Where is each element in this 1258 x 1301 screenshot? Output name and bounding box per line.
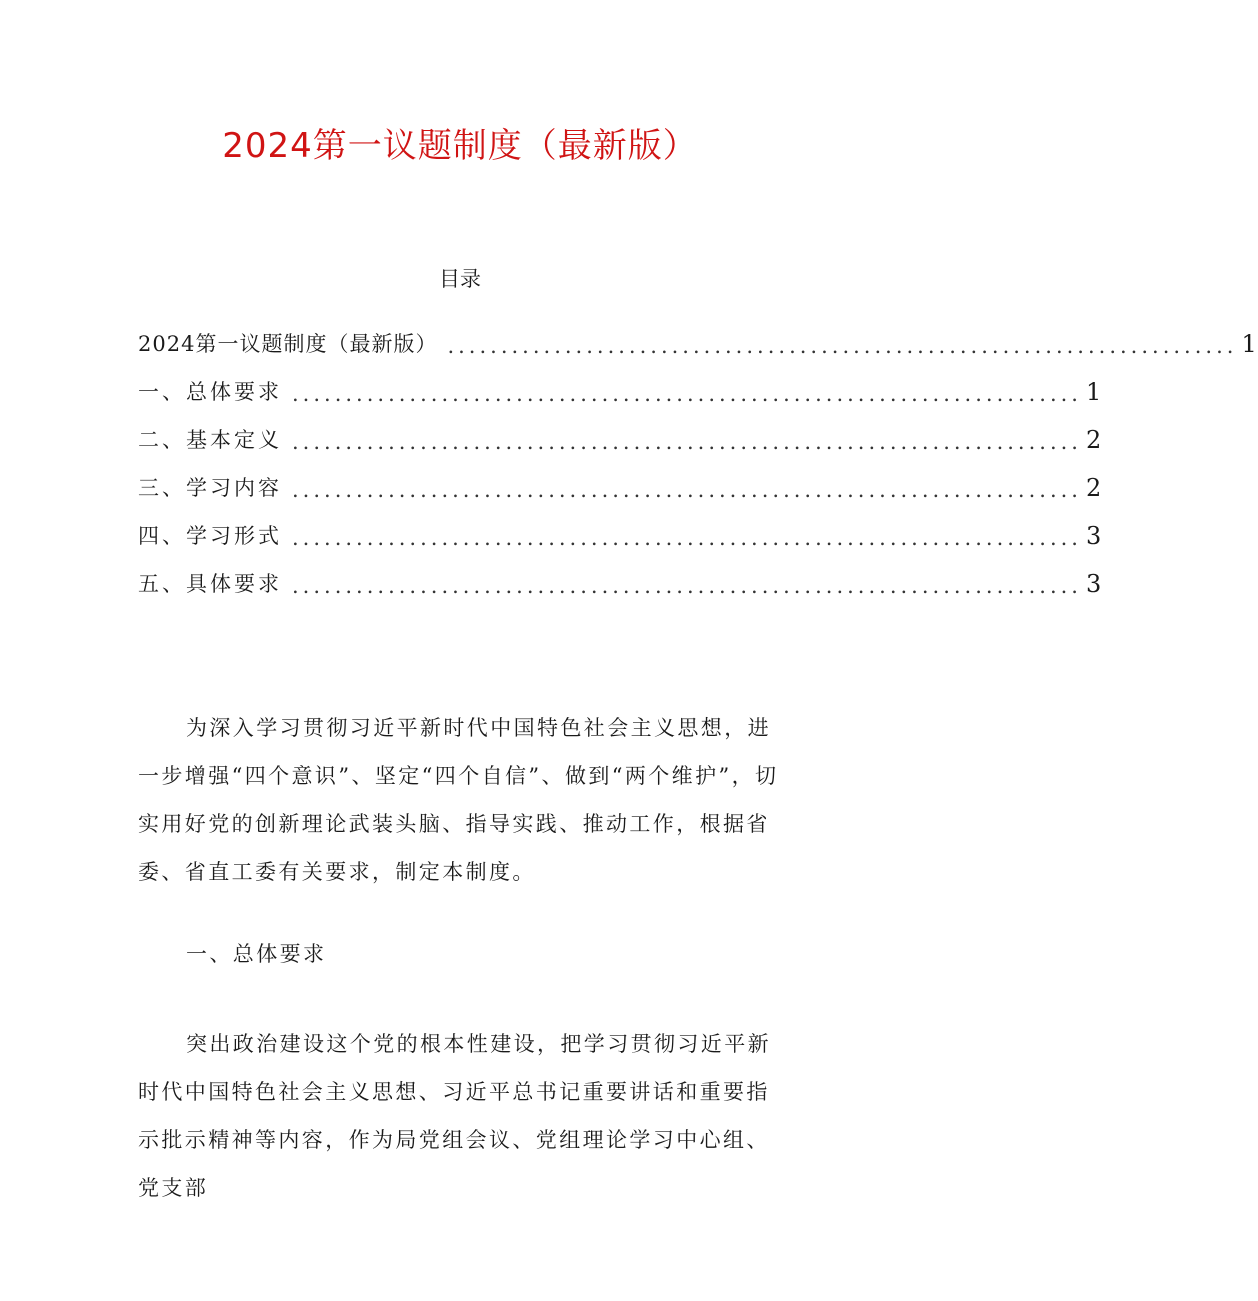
table-of-contents [138, 310, 1258, 598]
toc-entry-label: 一、总体要求 [138, 380, 282, 404]
toc-heading: 目录 [439, 267, 481, 291]
toc-entry-label: 五、具体要求 [138, 572, 282, 596]
toc-leader-dots: .......................................................................... [292, 526, 1082, 550]
toc-entry-label: 二、基本定义 [138, 428, 282, 452]
toc-page-number: 1 [1241, 330, 1258, 358]
toc-entry[interactable] [138, 406, 1105, 454]
toc-page-number: 2 [1085, 426, 1105, 454]
paragraph-text: 突出政治建设这个党的根本性建设，把学习贯彻习近平新时代中国特色社会主义思想、习近平总书记重要讲话和重要指示批示精神等内容，作为局党组会议、党组理论学习中心组、党支部 [138, 1032, 771, 1200]
toc-entry[interactable] [138, 358, 1105, 406]
toc-page-number: 1 [1085, 378, 1105, 406]
toc-entry-label: 四、学习形式 [138, 524, 282, 548]
toc-leader-dots: .......................................................................... [292, 478, 1082, 502]
toc-entry[interactable] [138, 550, 1105, 598]
section-heading [138, 930, 788, 978]
toc-entry[interactable] [138, 310, 1258, 358]
toc-entry[interactable] [138, 502, 1105, 550]
toc-page-number: 2 [1085, 474, 1105, 502]
intro-paragraph [138, 704, 788, 896]
toc-leader-dots: .......................................................................... [292, 430, 1082, 454]
toc-leader-dots: .......................................................................... [447, 334, 1238, 358]
document-title: 2024第一议题制度（最新版） [222, 126, 698, 166]
toc-entry-label: 2024第一议题制度（最新版） [138, 332, 438, 356]
toc-leader-dots: .......................................................................... [292, 574, 1082, 598]
toc-page-number: 3 [1085, 522, 1105, 550]
toc-page-number: 3 [1085, 570, 1105, 598]
toc-entry-label: 三、学习内容 [138, 476, 282, 500]
section-heading-text: 一、总体要求 [186, 942, 327, 966]
toc-leader-dots: .......................................................................... [292, 382, 1082, 406]
toc-entry[interactable] [138, 454, 1105, 502]
section-paragraph [138, 1020, 788, 1212]
paragraph-text: 为深入学习贯彻习近平新时代中国特色社会主义思想，进一步增强“四个意识”、坚定“四个自信”、做到“两个维护”，切实用好党的创新理论武装头脑、指导实践、推动工作，根据省委、省直工委有关要求，制定本制度。 [138, 716, 779, 884]
